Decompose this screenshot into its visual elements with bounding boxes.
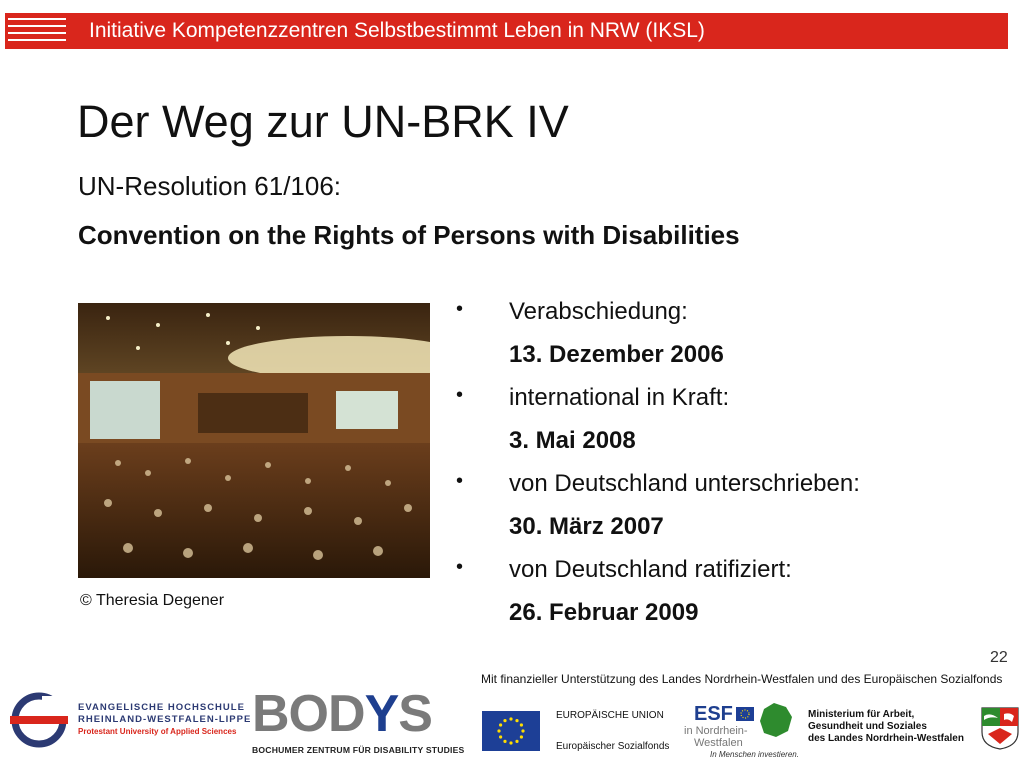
list-item-label	[448, 556, 1008, 599]
list-item-label	[448, 298, 1008, 341]
bodys-subtitle: BOCHUMER ZENTRUM FÜR DISABILITY STUDIES	[252, 745, 465, 755]
ratified-date: 26. Februar 2009	[509, 599, 699, 626]
menu-lines-icon	[8, 18, 66, 44]
bullet-icon: •	[456, 298, 464, 320]
ev-line3: Protestant University of Applied Sciences	[78, 727, 237, 736]
list-item-value	[448, 427, 1008, 470]
resolution-subtitle: UN-Resolution 61/106:	[78, 171, 342, 201]
ministry-line3: des Landes Nordrhein-Westfalen	[808, 733, 964, 744]
esf-nrw-line1: in Nordrhein-	[684, 725, 748, 737]
entry-into-force-label: international in Kraft:	[509, 384, 730, 411]
ev-hochschule-text	[78, 702, 251, 738]
esf-nrw-line2: Westfalen	[694, 737, 743, 749]
nrw-map-icon	[754, 701, 794, 739]
esf-label: ESF	[694, 703, 733, 725]
adoption-date: 13. Dezember 2006	[509, 341, 724, 368]
list-item-value	[448, 513, 1008, 556]
list-item-value	[448, 599, 1008, 642]
ev-hochschule-logo-icon	[8, 692, 70, 753]
header-bar	[5, 13, 1008, 49]
ministry-line1: Ministerium für Arbeit,	[808, 709, 915, 720]
signed-date: 30. März 2007	[509, 513, 664, 540]
bodys-logo-a: BOD	[252, 685, 365, 743]
ratified-label: von Deutschland ratifiziert:	[509, 556, 792, 583]
dates-list	[448, 298, 1008, 642]
page-number: 22	[990, 649, 1008, 666]
eu-line1: EUROPÄISCHE UNION	[556, 710, 664, 721]
list-item-label	[448, 384, 1008, 427]
header-title: Initiative Kompetenzzentren Selbstbestimmt Leben in NRW (IKSL)	[89, 19, 705, 42]
esf-tagline: In Menschen investieren.	[710, 750, 799, 759]
funding-note: Mit finanzieller Unterstützung des Landes Nordrhein-Westfalen und des Europäischen Sozialfonds	[481, 672, 1003, 686]
adoption-label: Verabschiedung:	[509, 298, 688, 325]
bodys-logo-y: Y	[364, 685, 399, 743]
esf-eu-flag-icon	[736, 707, 754, 721]
eu-line2: Europäischer Sozialfonds	[556, 741, 670, 752]
entry-into-force-date: 3. Mai 2008	[509, 427, 636, 454]
conference-photo	[78, 303, 430, 578]
signed-label: von Deutschland unterschrieben:	[509, 470, 860, 497]
list-item-value	[448, 341, 1008, 384]
bullet-icon: •	[456, 470, 464, 492]
ministry-line2: Gesundheit und Soziales	[808, 721, 927, 732]
bullet-icon: •	[456, 556, 464, 578]
ev-line2: RHEINLAND-WESTFALEN-LIPPE	[78, 714, 252, 725]
list-item-label	[448, 470, 1008, 513]
ministry-text	[808, 709, 964, 745]
slide-title: Der Weg zur UN-BRK IV	[77, 96, 569, 147]
eu-flag-icon	[482, 711, 540, 751]
bodys-logo	[252, 685, 432, 743]
nrw-crest-icon	[980, 706, 1020, 755]
convention-subtitle: Convention on the Rights of Persons with Disabilities	[78, 220, 740, 250]
bodys-logo-s: S	[398, 685, 432, 743]
ev-line1: EVANGELISCHE HOCHSCHULE	[78, 702, 245, 713]
photo-credit: © Theresia Degener	[80, 592, 225, 609]
bullet-icon: •	[456, 384, 464, 406]
